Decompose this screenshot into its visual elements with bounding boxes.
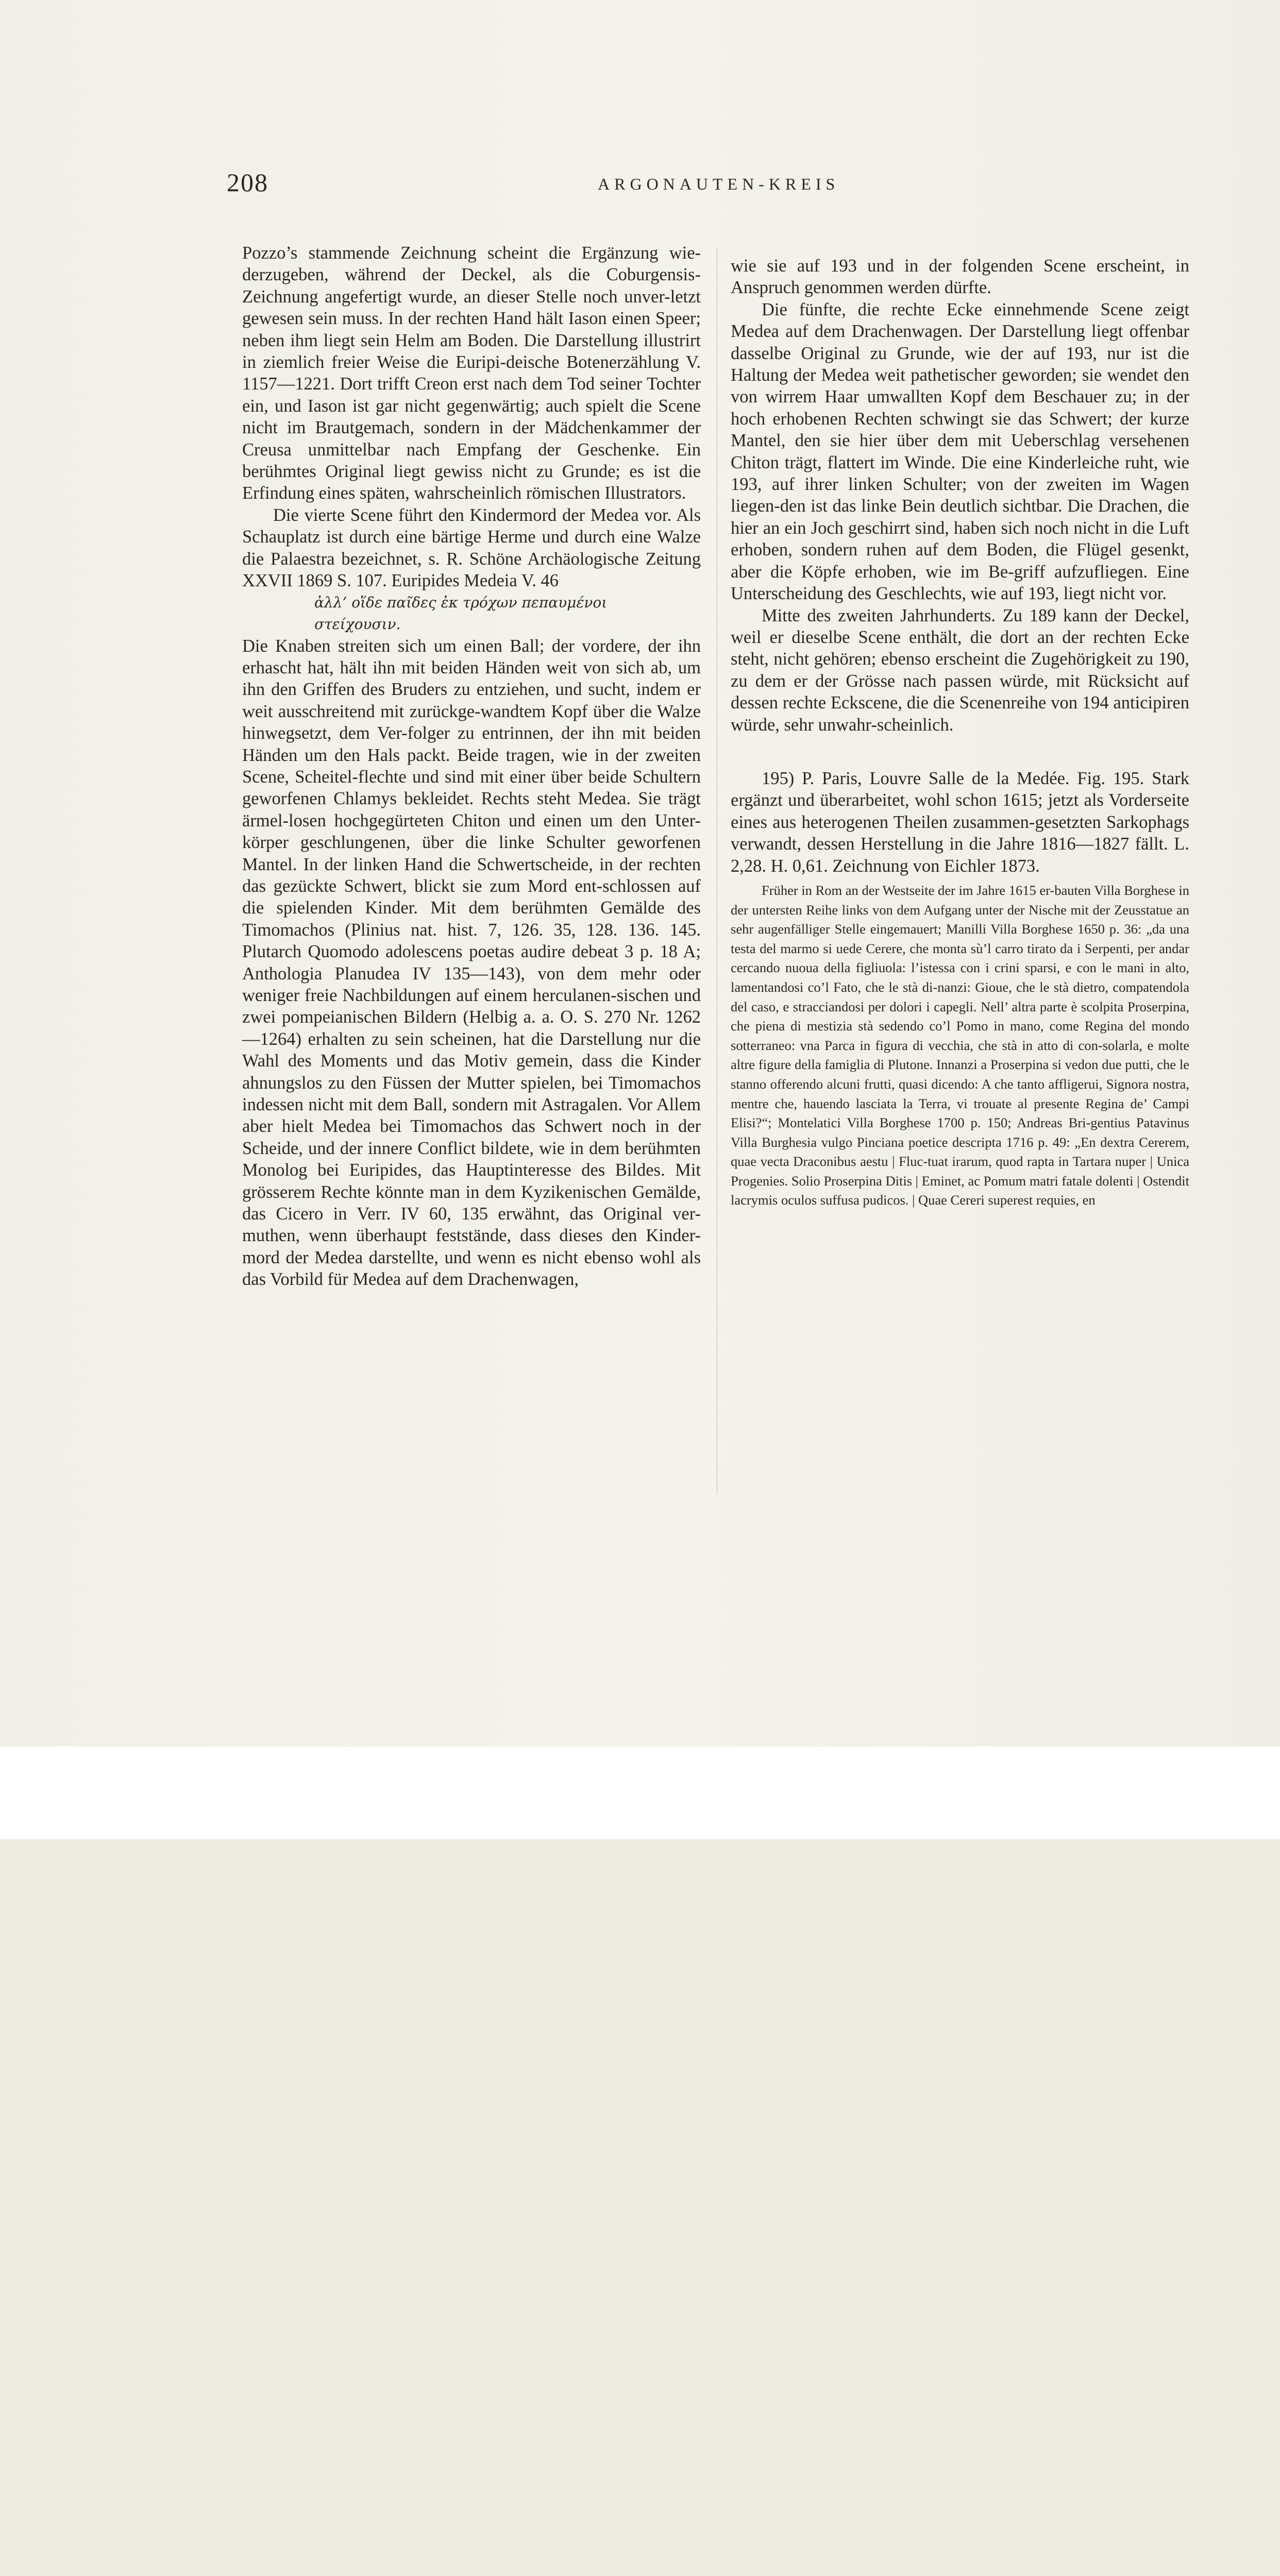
right-column (731, 255, 1189, 1210)
paragraph: Die vierte Scene führt den Kindermord der Medea vor. Als Schauplatz ist durch eine bärtige Herme und durch eine Walze die Palaestra bezeichnet, s. R. Schöne Archäologische Zeitung XXVII 1869 S. 107. Euripides Medeia V. 46 (242, 505, 701, 591)
catalogue-entry: 195) P. Paris, Louvre Salle de la Medée. Fig. 195. Stark ergänzt und überarbeitet, wohl schon 1615; jetzt als Vorderseite eines aus heterogenen Theilen zusammen-gesetzten Sarkophags verwandt, dessen Herstellung in die Jahre 1816—1827 fällt. L. 2,28. H. 0,61. Zeichnung von Eichler 1873. (731, 768, 1189, 876)
paragraph: Die fünfte, die rechte Ecke einnehmende Scene zeigt Medea auf dem Drachenwagen. Der Darstellung liegt offenbar dasselbe Original zu Grunde, wie der auf 193, nur ist die Haltung der Medea weit pathetischer geworden; sie wendet den von wirrem Haar umwallten Kopf dem Beschauer zu; in der hoch erhobenen Rechten schwingt sie das Schwert; der kurze Mantel, den sie hier über dem mit Ueberschlag versehenen Chiton trägt, flattert im Winde. Die eine Kinderleiche ruht, wie 193, auf ihrer linken Schulter; von der zweiten im Wagen liegen-den ist das linke Bein deutlich sichtbar. Die Drachen, die hier an ein Joch geschirrt sind, haben sich noch nicht in die Luft erhoben, sondern ruhen auf dem Boden, die Flügel gesenkt, aber die Köpfe erhoben, wie im Be-griff aufzufliegen. Eine Unterscheidung des Geschlechts, wie auf 193, liegt nicht vor. (731, 299, 1189, 604)
greek-quote-line: ἀλλ’ οἵδε παῖδες ἐκ τρόχων πεπαυμένοι (314, 594, 608, 611)
footnote-text: Früher in Rom an der Westseite der im Jahre 1615 er-bauten Villa Borghese in der untersten Reihe links von dem Aufgang unter der Nische mit der Zeusstatue an sehr augenfälliger Stelle eingemauert; Manilli Villa Borghese 1650 p. 36: „da una testa del marmo si uede Cerere, che monta sù’l carro tirato da i Serpenti, per andar cercando nuoua della figliuola: l’istessa con i crini sparsi, e con le mani in alto, lamentandosi co’l Fato, che le stà di-nanzi: Gioue, che le stà dietro, compatendola del caso, e stracciandosi per dolori i capegli. Nell’ altra parte è scolpita Proserpina, che piena di mestizia stà sedendo co’l Pomo in mano, come Regina del mondo sotterraneo: vna Parca in figura di vecchia, che stà in atto di con-solarla, e molte altre figure della famiglia di Plutone. Innanzi a Proserpina si vedon due putti, che le stanno offerendo alcuni frutti, quasi dicendo: A che tanto affligerui, Signora nostra, mentre che, hauendo lasciata la Terra, vi trouate al presente Regina de’ Campi Elisi?“; Montelatici Villa Borghese 1700 p. 150; Andreas Bri-gentius Patavinus Villa Burghesia vulgo Pinciana poetice descripta 1716 p. 49: „En dextra Cererem, quae vecta Draconibus aestu | Fluc-tuat irarum, quod rapta in Tartara nuper | Unica Progenies. Solio Proserpina Ditis | Eminet, ac Pomum matri fatale dolenti | Ostendit lacrymis oculos suffusa pudicos. | Quae Cereri superest requies, en (731, 882, 1189, 1208)
running-head (227, 167, 1211, 204)
paragraph: Mitte des zweiten Jahrhunderts. Zu 189 kann der Deckel, weil er dieselbe Scene enthält, die dort an der rechten Ecke steht, nicht gehören; ebenso erscheint die Zugehörigkeit zu 190, zu dem er der Grösse nach passen würde, mit Rücksicht auf dessen rechte Eckscene, die die Scenenreihe von 194 anticipiren würde, sehr unwahr-scheinlich. (731, 605, 1189, 735)
left-column (242, 242, 701, 1291)
paragraph: Die Knaben streiten sich um einen Ball; der vordere, der ihn erhascht hat, hält ihn mit beiden Händen weit von sich ab, um ihn den Griffen des Bruders zu entziehen, und sucht, indem er weit ausschreitend mit zurückge-wandtem Kopf über die Walze hinwegsetzt, dem Ver-folger zu entrinnen, der ihn mit beiden Händen um den Hals packt. Beide tragen, wie in der zweiten Scene, Scheitel-flechte und sind mit einer über beide Schultern geworfenen Chlamys bekleidet. Rechts steht Medea. Sie trägt ärmel-losen hochgegürteten Chiton und einen um den Unter-körper geschlungenen, über die linke Schulter geworfenen Mantel. In der linken Hand die Schwertscheide, in der rechten das gezückte Schwert, blickt sie zum Mord ent-schlossen auf die spielenden Kinder. Mit dem berühmten Gemälde des Timomachos (Plinius nat. hist. 7, 126. 35, 128. 136. 145. Plutarch Quomodo adolescens poetas audire debeat 3 p. 18 A; Anthologia Planudea IV 135—143), von dem mehr oder weniger freie Nachbildungen auf einem herculanen-sischen und zwei pompeianischen Bildern (Helbig a. a. O. S. 270 Nr. 1262—1264) erhalten zu sein scheinen, hat die Darstellung nur die Wahl des Moments und das Motiv gemein, dass die Kinder ahnungslos zu den Füssen der Mutter spielen, bei Timomachos indessen nicht mit dem Ball, sondern mit Astragalen. Vor Allem aber hielt Medea bei Timomachos das Schwert noch in der Scheide, und der innere Conflict bildete, wie in dem berühmten Monolog bei Euripides, das Hauptinteresse des Bildes. Mit grösserem Rechte könnte man in dem Kyzikenischen Gemälde, das Cicero in Verr. IV 60, 135 erwähnt, das Original ver-muthen, wenn überhaupt feststände, dass dieses den Kinder-mord der Medea darstellte, und wenn es nicht ebenso wohl als das Vorbild für Medea auf dem Drachenwagen, (242, 636, 701, 1290)
page-number: 208 (227, 168, 268, 197)
running-title: ARGONAUTEN-KREIS (598, 175, 840, 193)
footer-bar (0, 1747, 1280, 1839)
paragraph: Pozzo’s stammende Zeichnung scheint die Ergänzung wie-derzugeben, während der Deckel, als die Coburgensis-Zeichnung angefertigt wurde, an dieser Stelle noch unver-letzt gewesen sein muss. In der rechten Hand hält Iason einen Speer; neben ihm liegt sein Helm am Boden. Die Darstellung illustrirt in ziemlich freier Weise die Euripi-deische Botenerzählung V. 1157—1221. Dort trifft Creon erst nach dem Tod seiner Tochter ein, und Iason ist gar nicht gegenwärtig; auch spielt die Scene nicht im Brautgemach, sondern in der Mädchenkammer der Creusa unmittelbar nach Empfang der Geschenke. Ein berühmtes Original liegt gewiss nicht zu Grunde; es ist die Erfindung eines späten, wahrscheinlich römischen Illustrators. (242, 243, 701, 503)
paragraph: wie sie auf 193 und in der folgenden Scene erscheint, in Anspruch genommen werden dürfte. (731, 256, 1189, 298)
greek-quote-line: στείχουσιν. (314, 615, 401, 633)
